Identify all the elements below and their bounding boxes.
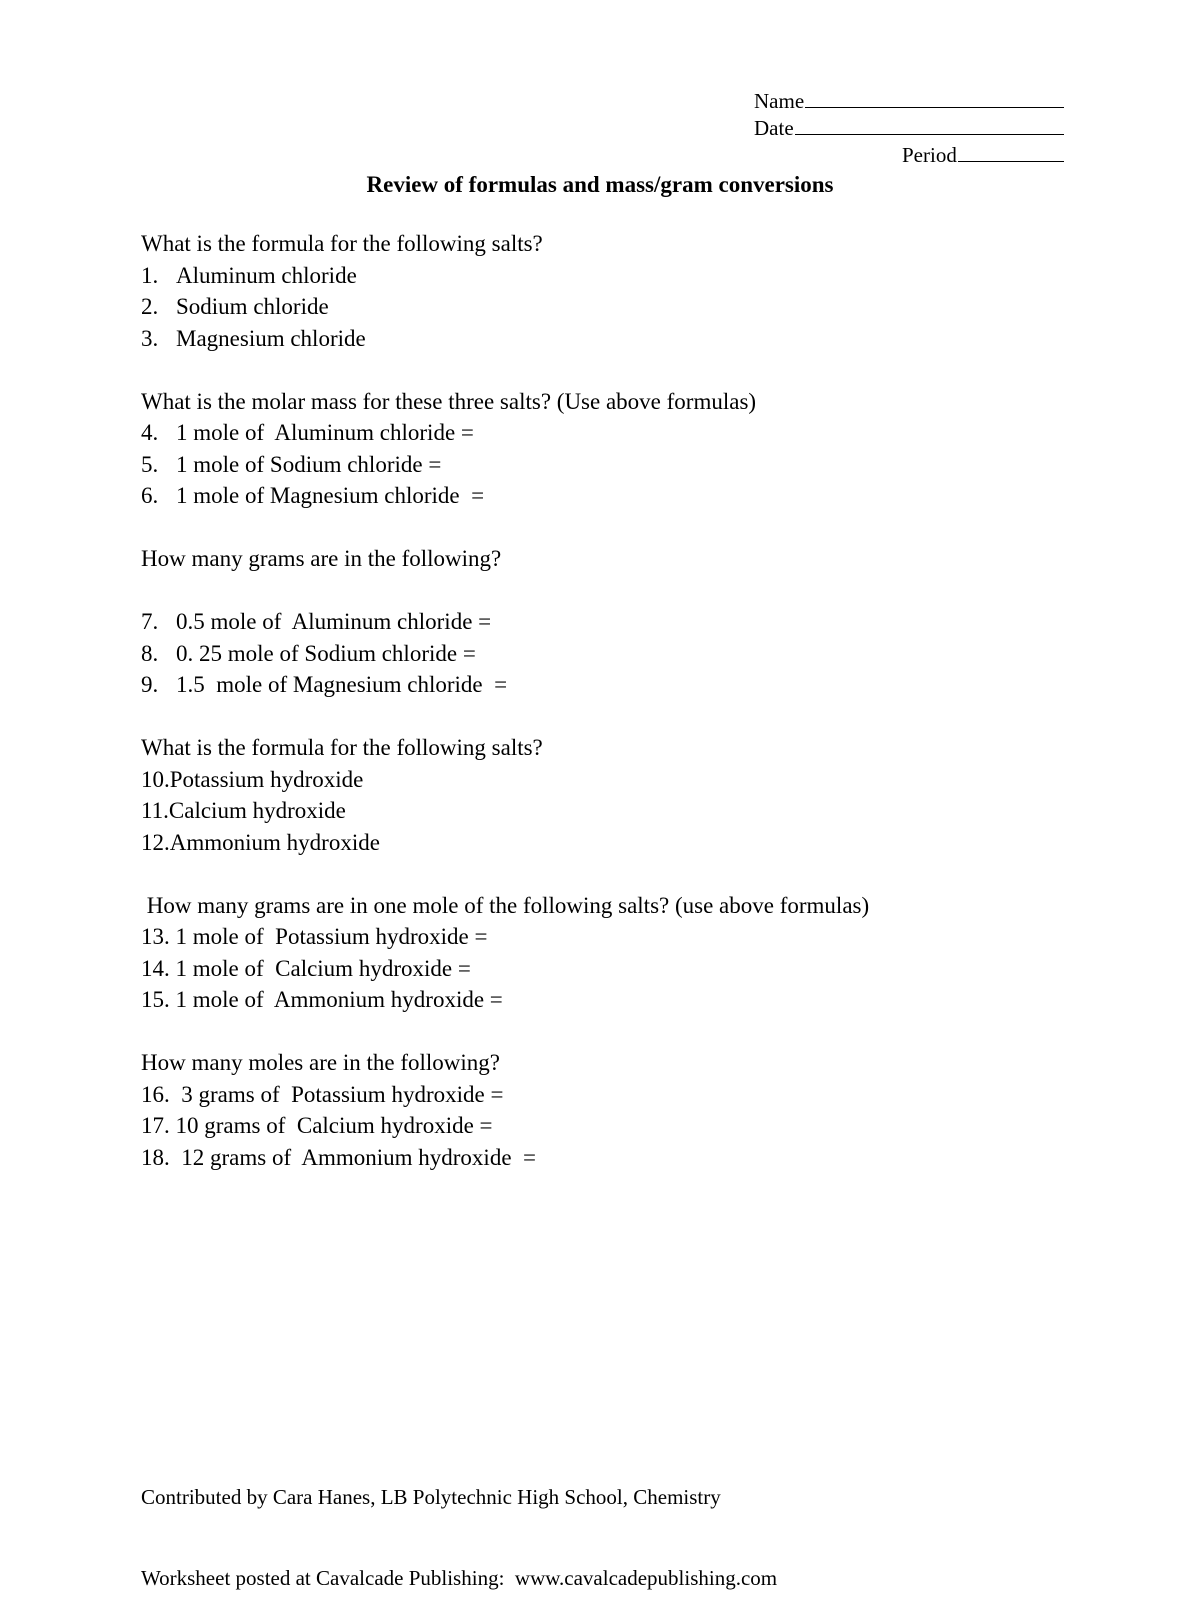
item-number: 6. — [141, 483, 159, 508]
item-number: 5. — [141, 451, 159, 477]
item-number: 9. — [141, 672, 159, 697]
date-blank[interactable] — [795, 116, 1064, 135]
footer-publisher: Worksheet posted at Cavalcade Publishing: www.cavalcadepublishing.com — [141, 1566, 778, 1590]
period-blank[interactable] — [958, 143, 1064, 162]
list-item — [141, 795, 1141, 827]
worksheet-content — [141, 228, 1141, 1205]
list-item — [141, 291, 1141, 323]
list-item — [141, 984, 1141, 1016]
section-question: What is the formula for the following salts? — [141, 231, 543, 256]
list-item — [141, 449, 1141, 481]
name-line — [754, 88, 1064, 115]
item-number: 11. — [141, 798, 169, 823]
section-question: How many grams are in one mole of the following salts? (use above formulas) — [141, 892, 870, 918]
item-text: 1 mole of Ammonium hydroxide = — [169, 987, 503, 1012]
item-number: 1. — [141, 262, 159, 288]
section-5 — [141, 890, 1141, 1016]
item-number: 14. — [141, 955, 170, 981]
item-text: 1 mole of Sodium chloride = — [176, 451, 442, 477]
item-number: 4. — [141, 420, 159, 445]
item-text: Calcium hydroxide — [168, 798, 346, 823]
item-text: 0.5 mole of Aluminum chloride = — [176, 609, 492, 634]
footer-contributor: Contributed by Cara Hanes, LB Polytechnic High School, Chemistry — [141, 1485, 721, 1509]
list-item — [141, 827, 1141, 859]
item-text: Magnesium chloride — [176, 325, 366, 351]
item-text: 10 grams of Calcium hydroxide = — [169, 1113, 493, 1138]
list-item — [141, 638, 1141, 670]
item-number: 2. — [141, 294, 159, 319]
list-item — [141, 953, 1141, 985]
item-number: 12. — [141, 829, 170, 855]
list-item — [141, 480, 1141, 512]
item-number: 8. — [141, 640, 159, 666]
item-number: 18. — [141, 1144, 170, 1170]
item-text: 1 mole of Potassium hydroxide = — [169, 924, 488, 949]
page-title: Review of formulas and mass/gram conversions — [366, 172, 834, 197]
item-text: Ammonium hydroxide — [169, 829, 380, 855]
list-item — [141, 1142, 1141, 1174]
list-item — [141, 1079, 1141, 1111]
section-question: What is the molar mass for these three salts? (Use above formulas) — [141, 388, 757, 414]
section-question: What is the formula for the following salts? — [141, 735, 543, 760]
item-number: 16. — [141, 1081, 170, 1107]
item-text: 12 grams of Ammonium hydroxide = — [169, 1144, 536, 1170]
footer-credits — [141, 1430, 777, 1619]
section-2 — [141, 386, 1141, 512]
item-text: 0. 25 mole of Sodium chloride = — [176, 640, 476, 666]
section-3 — [141, 543, 1141, 701]
item-number: 13. — [141, 924, 170, 949]
list-item — [141, 669, 1141, 701]
name-blank[interactable] — [805, 89, 1064, 108]
item-text: 1 mole of Magnesium chloride = — [176, 483, 485, 508]
section-question: How many grams are in the following? — [141, 546, 502, 571]
section-6 — [141, 1047, 1141, 1173]
list-item — [141, 417, 1141, 449]
item-text: 1 mole of Aluminum chloride = — [176, 420, 474, 445]
student-info-header — [754, 88, 1064, 169]
section-question: How many moles are in the following? — [141, 1050, 500, 1075]
item-number: 17. — [141, 1113, 170, 1138]
list-item — [141, 260, 1141, 292]
section-1 — [141, 228, 1141, 354]
item-text: Aluminum chloride — [176, 262, 357, 288]
item-text: 1.5 mole of Magnesium chloride = — [176, 672, 508, 697]
list-item — [141, 1110, 1141, 1142]
period-label: Period — [902, 143, 957, 167]
list-item — [141, 606, 1141, 638]
date-line — [754, 115, 1064, 142]
item-text: 1 mole of Calcium hydroxide = — [169, 955, 471, 981]
item-number: 15. — [141, 987, 170, 1012]
list-item — [141, 764, 1141, 796]
list-item — [141, 323, 1141, 355]
list-item — [141, 921, 1141, 953]
name-label: Name — [754, 89, 805, 113]
item-number: 10. — [141, 766, 170, 792]
period-line — [754, 142, 1064, 169]
item-text: Sodium chloride — [176, 294, 329, 319]
item-text: 3 grams of Potassium hydroxide = — [169, 1081, 504, 1107]
item-number: 3. — [141, 325, 159, 351]
date-label: Date — [754, 116, 794, 140]
item-text: Potassium hydroxide — [169, 766, 364, 792]
section-4 — [141, 732, 1141, 858]
item-number: 7. — [141, 609, 159, 634]
